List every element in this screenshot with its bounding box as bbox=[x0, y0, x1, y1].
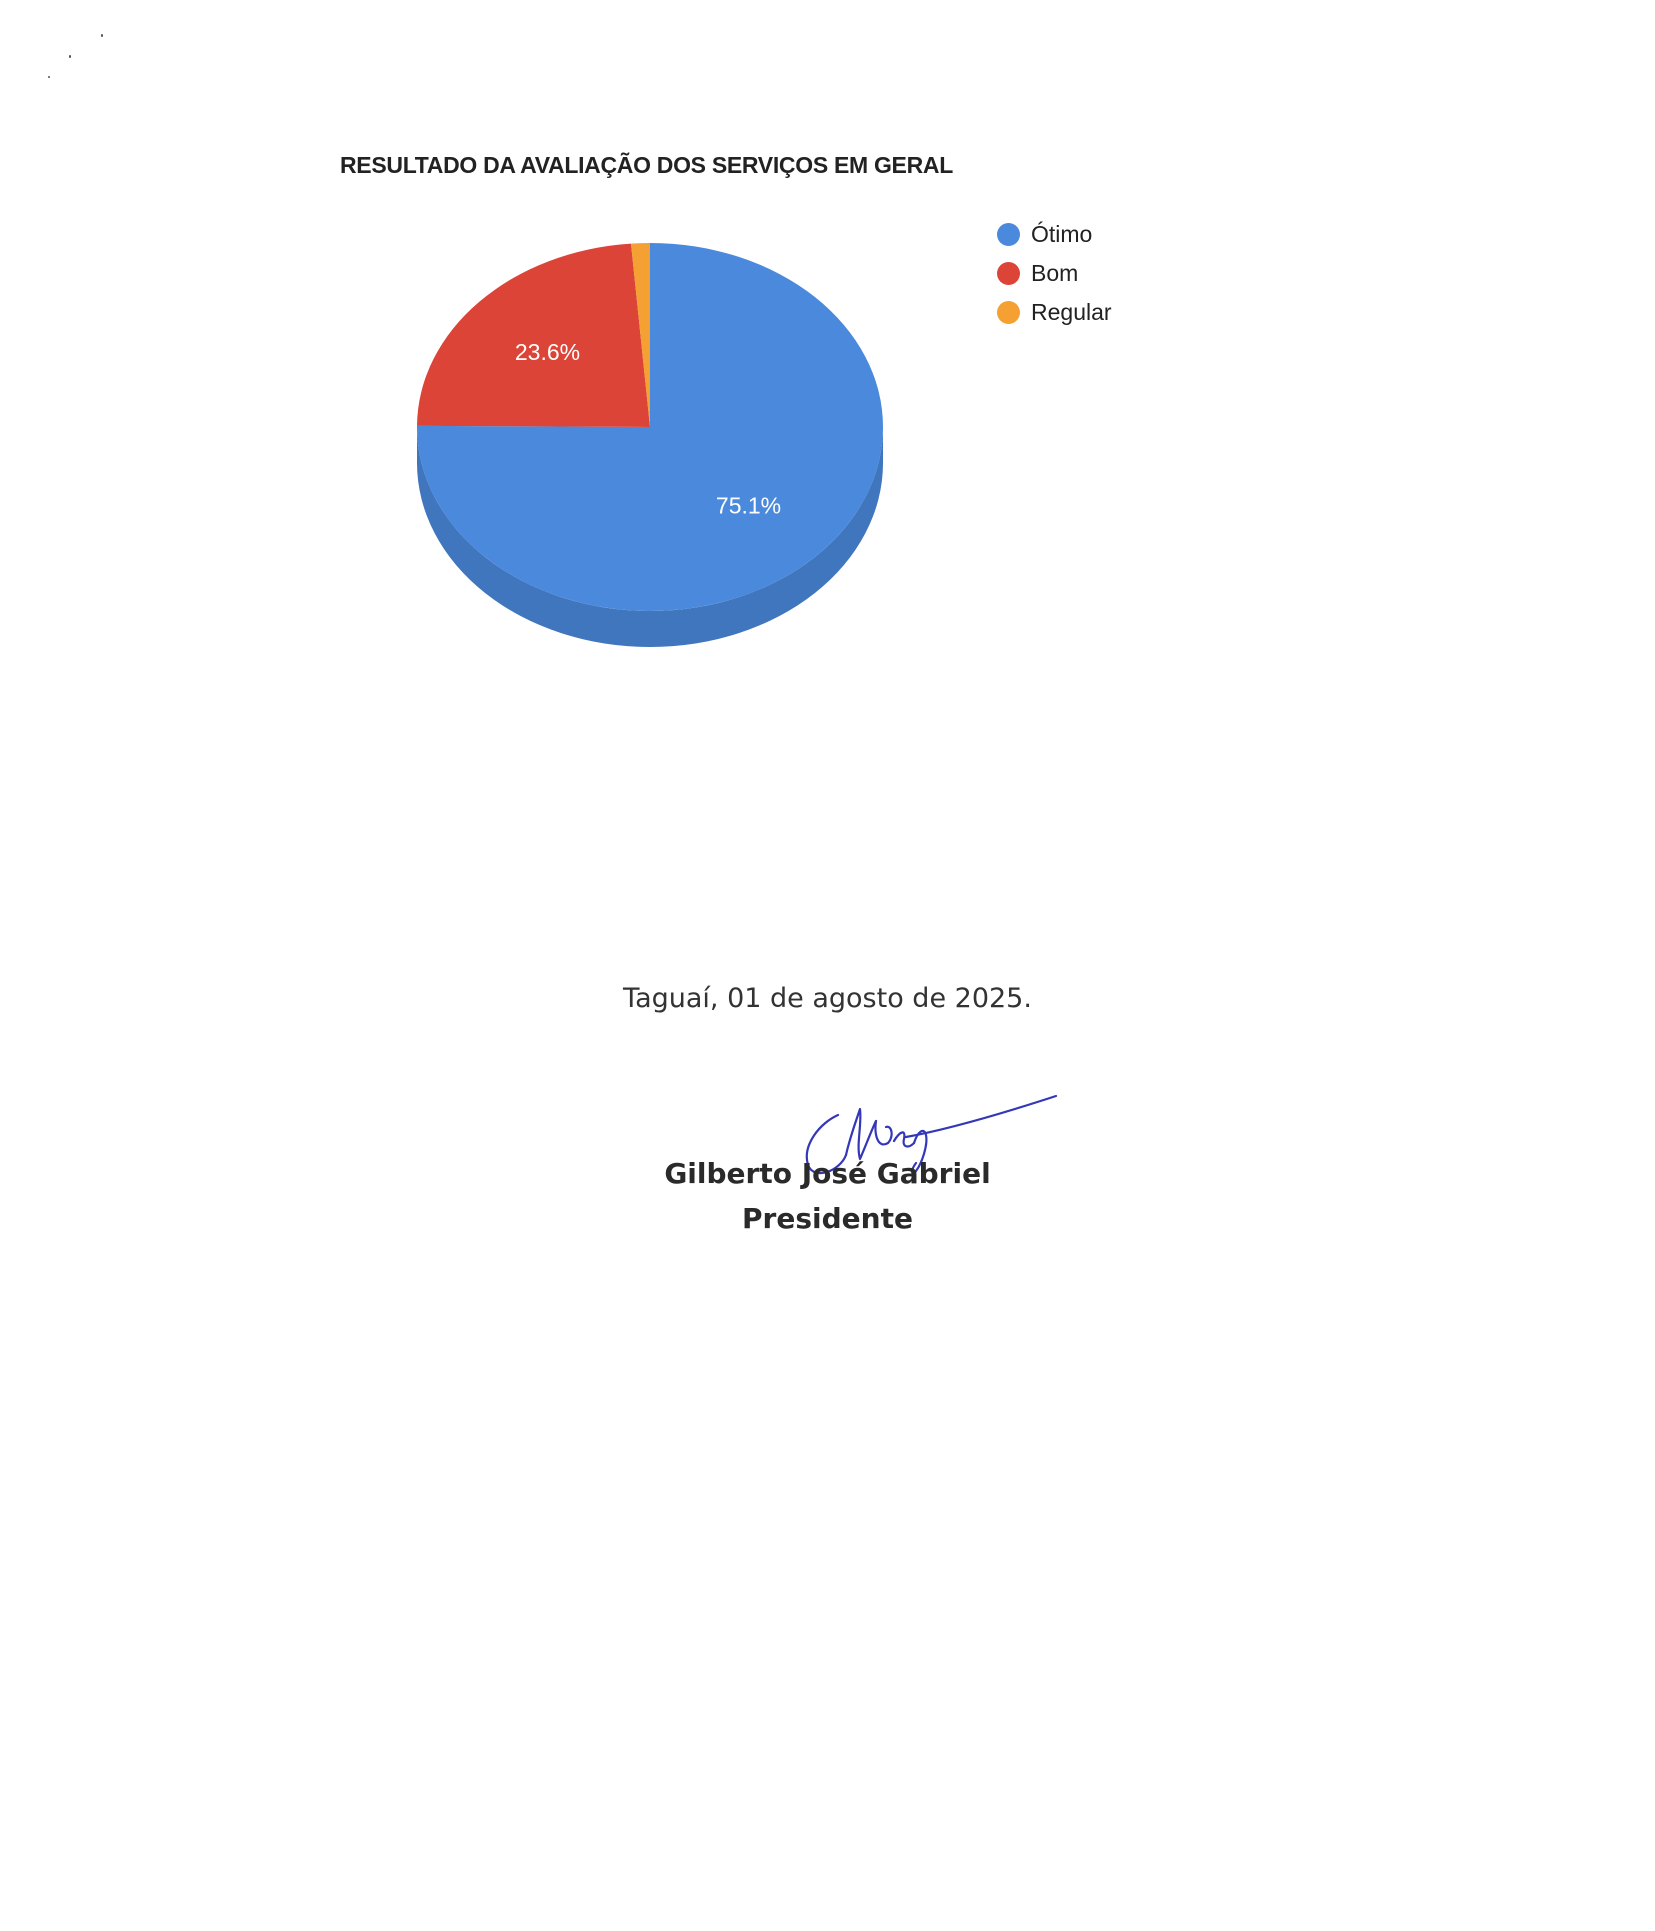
legend-label-bom: Bom bbox=[1031, 260, 1079, 286]
pie-slices bbox=[417, 243, 883, 611]
chart-legend bbox=[997, 215, 1112, 332]
pie-data-label-ótimo: 75.1% bbox=[715, 492, 782, 519]
legend-label-otimo: Ótimo bbox=[1031, 221, 1093, 247]
pie-chart bbox=[0, 0, 1655, 720]
legend-label-regular: Regular bbox=[1031, 299, 1112, 325]
legend-item-bom bbox=[997, 254, 1112, 293]
signer-role: Presidente bbox=[742, 1202, 913, 1235]
pie-data-label-bom: 23.6% bbox=[514, 338, 581, 365]
date-line: Taguaí, 01 de agosto de 2025. bbox=[623, 983, 1032, 1014]
pie-slice-bom bbox=[417, 244, 650, 427]
chart-title: RESULTADO DA AVALIAÇÃO DOS SERVIÇOS EM GERAL bbox=[340, 152, 953, 178]
legend-swatch-regular bbox=[997, 301, 1020, 324]
legend-item-regular bbox=[997, 293, 1112, 332]
legend-item-otimo bbox=[997, 215, 1112, 254]
legend-swatch-bom bbox=[997, 262, 1020, 285]
signer-name: Gilberto José Gabriel bbox=[664, 1157, 991, 1190]
legend-swatch-otimo bbox=[997, 223, 1020, 246]
